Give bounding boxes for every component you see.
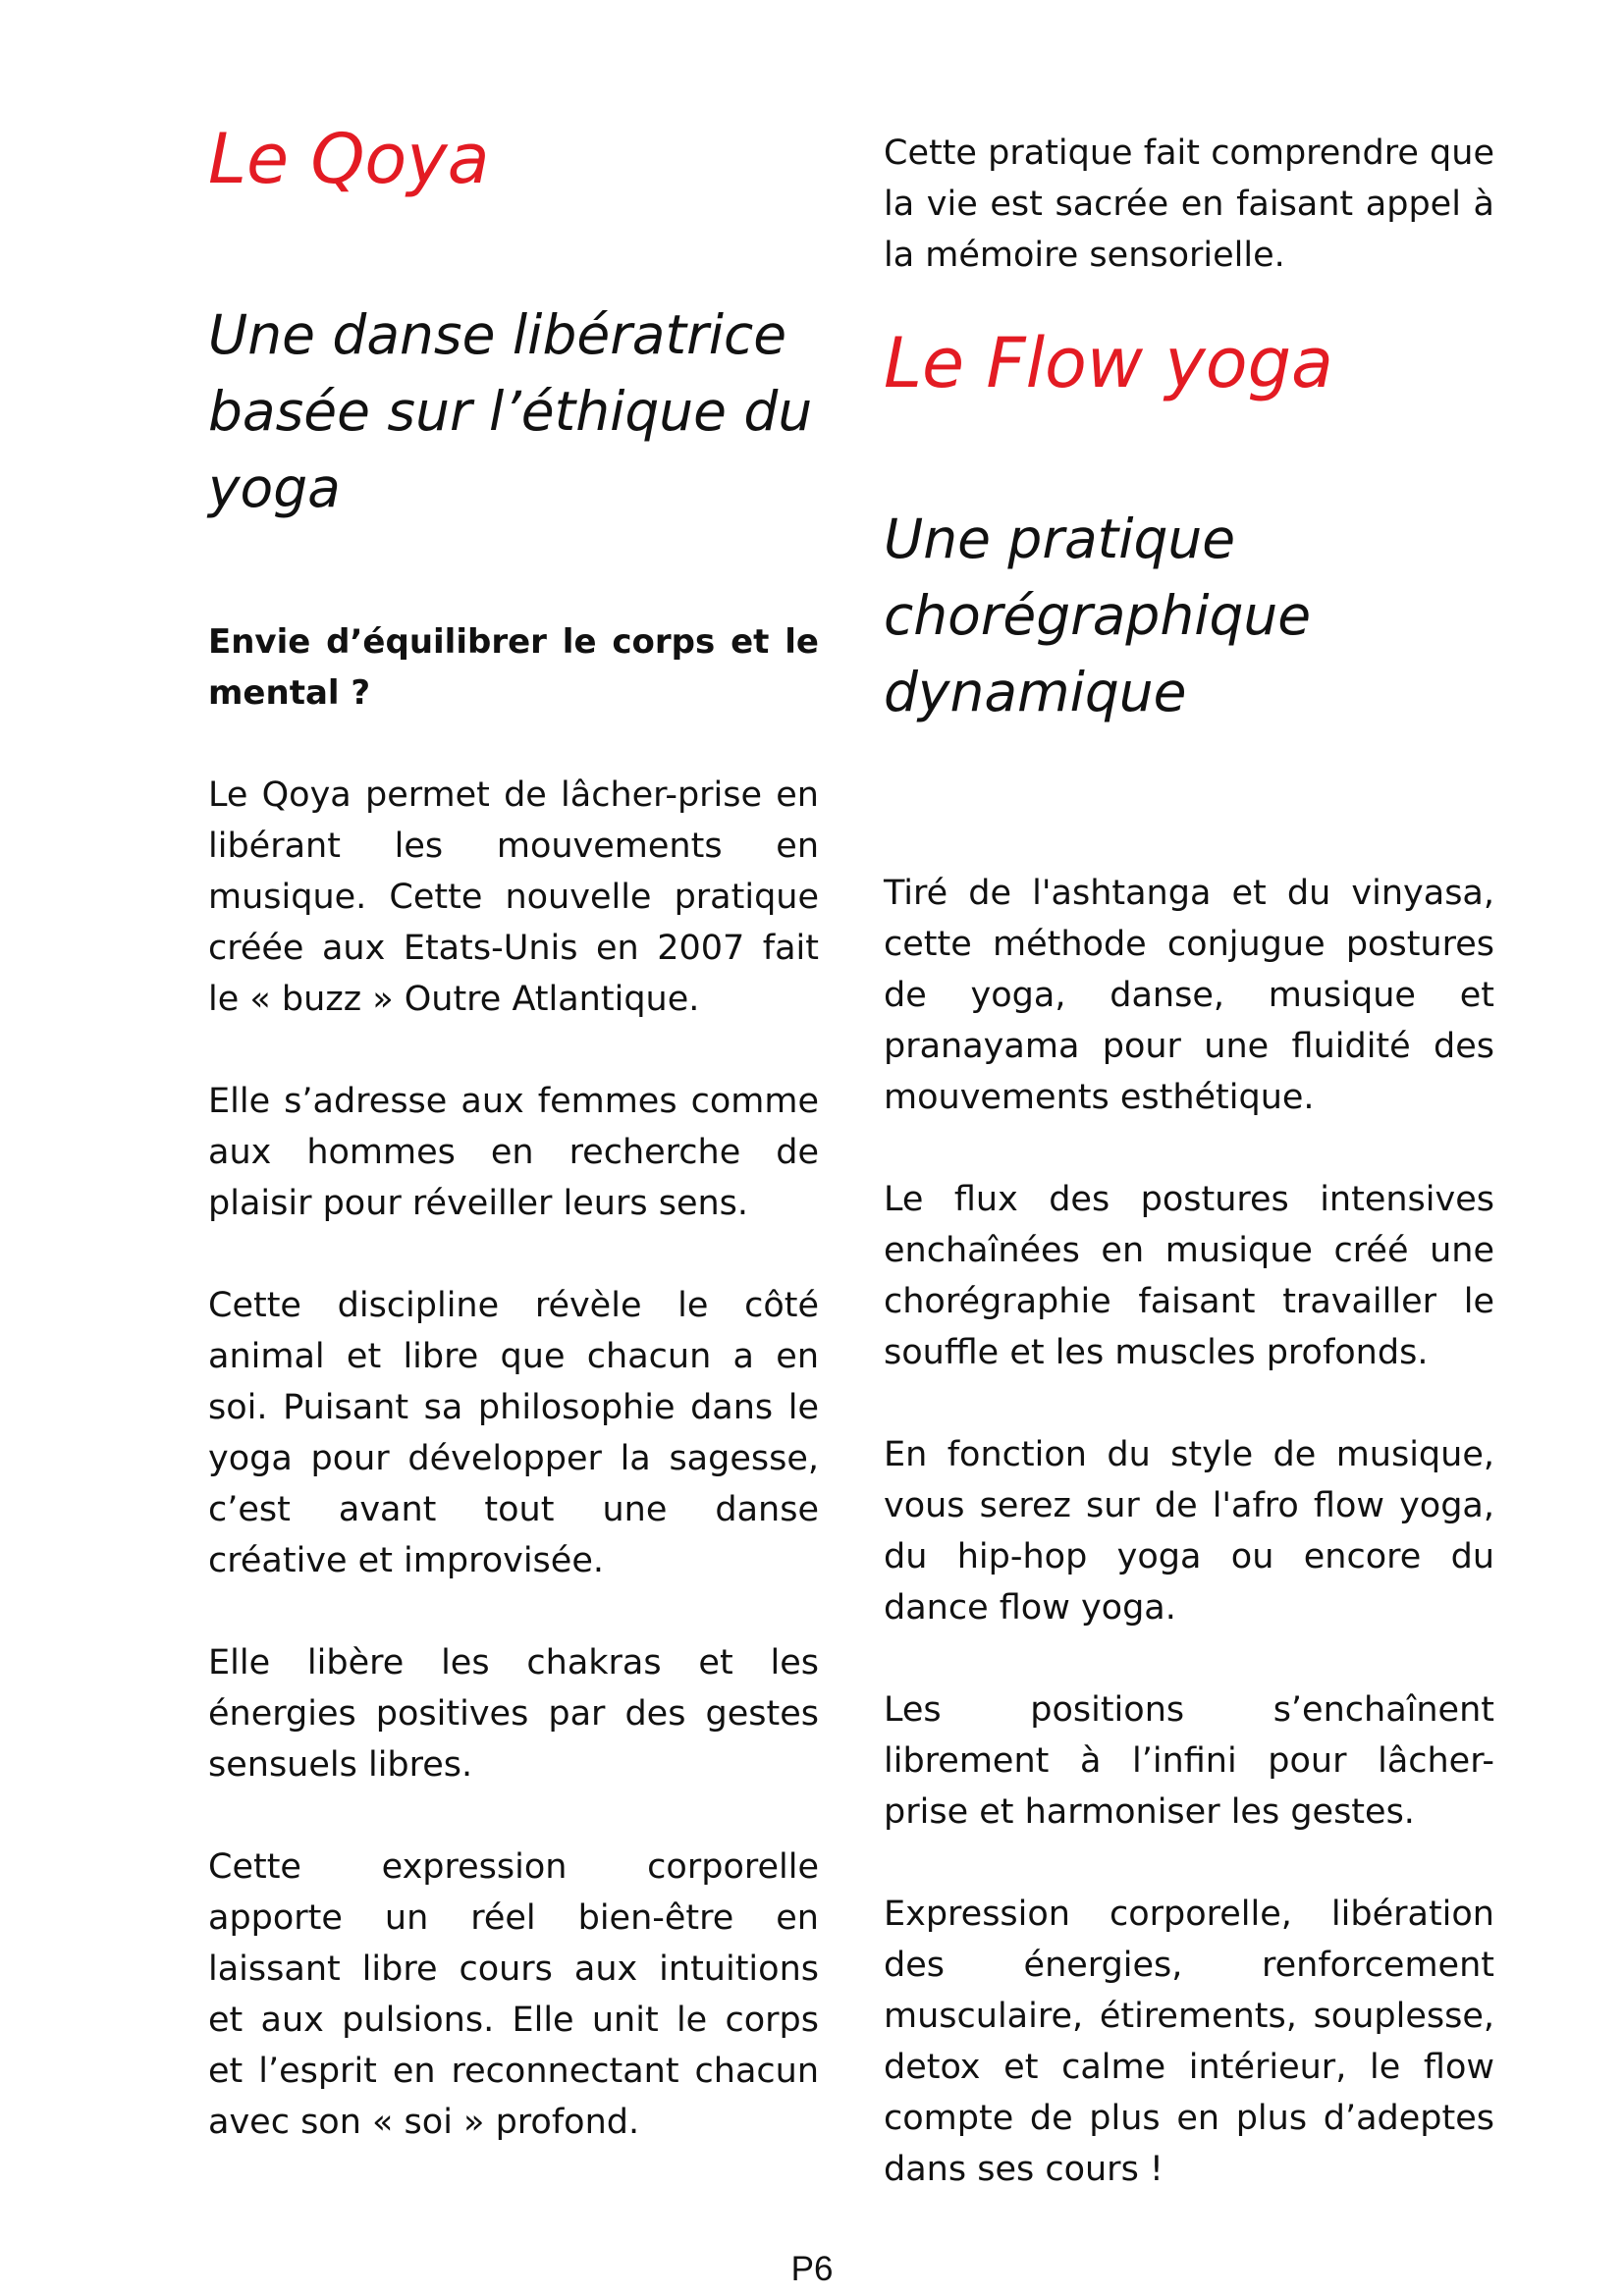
page-number: P6 — [790, 2250, 834, 2288]
flow-yoga-paragraph: Les positions s’enchaînent librement à l’infini pour lâcher-prise et harmoniser les gestes. — [884, 1690, 1494, 1832]
qoya-paragraph: Le Qoya permet de lâcher-prise en libérant les mouvements en musique. Cette nouvelle pratique créée aux Etats-Unis en 2007 fait le « buzz » Outre Atlantique. — [208, 775, 819, 1019]
flow-yoga-paragraph: Le flux des postures intensives enchaînées en musique créé une chorégraphie faisant travailler le souffle et les muscles profonds. — [884, 1180, 1494, 1372]
qoya-subtitle: Une danse libératrice basée sur l’éthique du yoga — [208, 303, 813, 519]
flow-yoga-paragraph: En fonction du style de musique, vous serez sur de l'afro flow yoga, du hip-hop yoga ou encore du dance flow yoga. — [884, 1435, 1494, 1628]
qoya-paragraph: Elle s’adresse aux femmes comme aux hommes en recherche de plaisir pour réveiller leurs sens. — [208, 1082, 819, 1223]
right-column — [884, 128, 1494, 2195]
qoya-paragraph: Elle libère les chakras et les énergies positives par des gestes sensuels libres. — [208, 1643, 819, 1785]
flow-yoga-subtitle: Une pratique chorégraphique dynamique — [884, 507, 1312, 723]
qoya-continuation-paragraph: Cette pratique fait comprendre que la vie est sacrée en faisant appel à la mémoire sensorielle. — [884, 133, 1494, 275]
flow-yoga-title: Le Flow yoga — [884, 323, 1333, 403]
flow-yoga-paragraph: Expression corporelle, libération des énergies, renforcement musculaire, étirements, souplesse, detox et calme intérieur, le flow compte de plus en plus d’adeptes dans ses cours ! — [884, 1895, 1494, 2189]
qoya-title: Le Qoya — [208, 119, 490, 199]
qoya-lead-question: Envie d’équilibrer le corps et le mental ? — [208, 622, 819, 713]
flow-yoga-paragraph: Tiré de l'ashtanga et du vinyasa, cette méthode conjugue postures de yoga, danse, musique et pranayama pour une fluidité des mouvements esthétique. — [884, 874, 1494, 1117]
qoya-paragraph: Cette expression corporelle apporte un réel bien-être en laissant libre cours aux intuitions et aux pulsions. Elle unit le corps et l’esprit en reconnectant chacun avec son « soi » profond. — [208, 1847, 819, 2142]
qoya-paragraph: Cette discipline révèle le côté animal et libre que chacun a en soi. Puisant sa philosophie dans le yoga pour développer la sagesse, c’est avant tout une danse créative et improvisée. — [208, 1286, 819, 1580]
left-column — [208, 118, 819, 2148]
